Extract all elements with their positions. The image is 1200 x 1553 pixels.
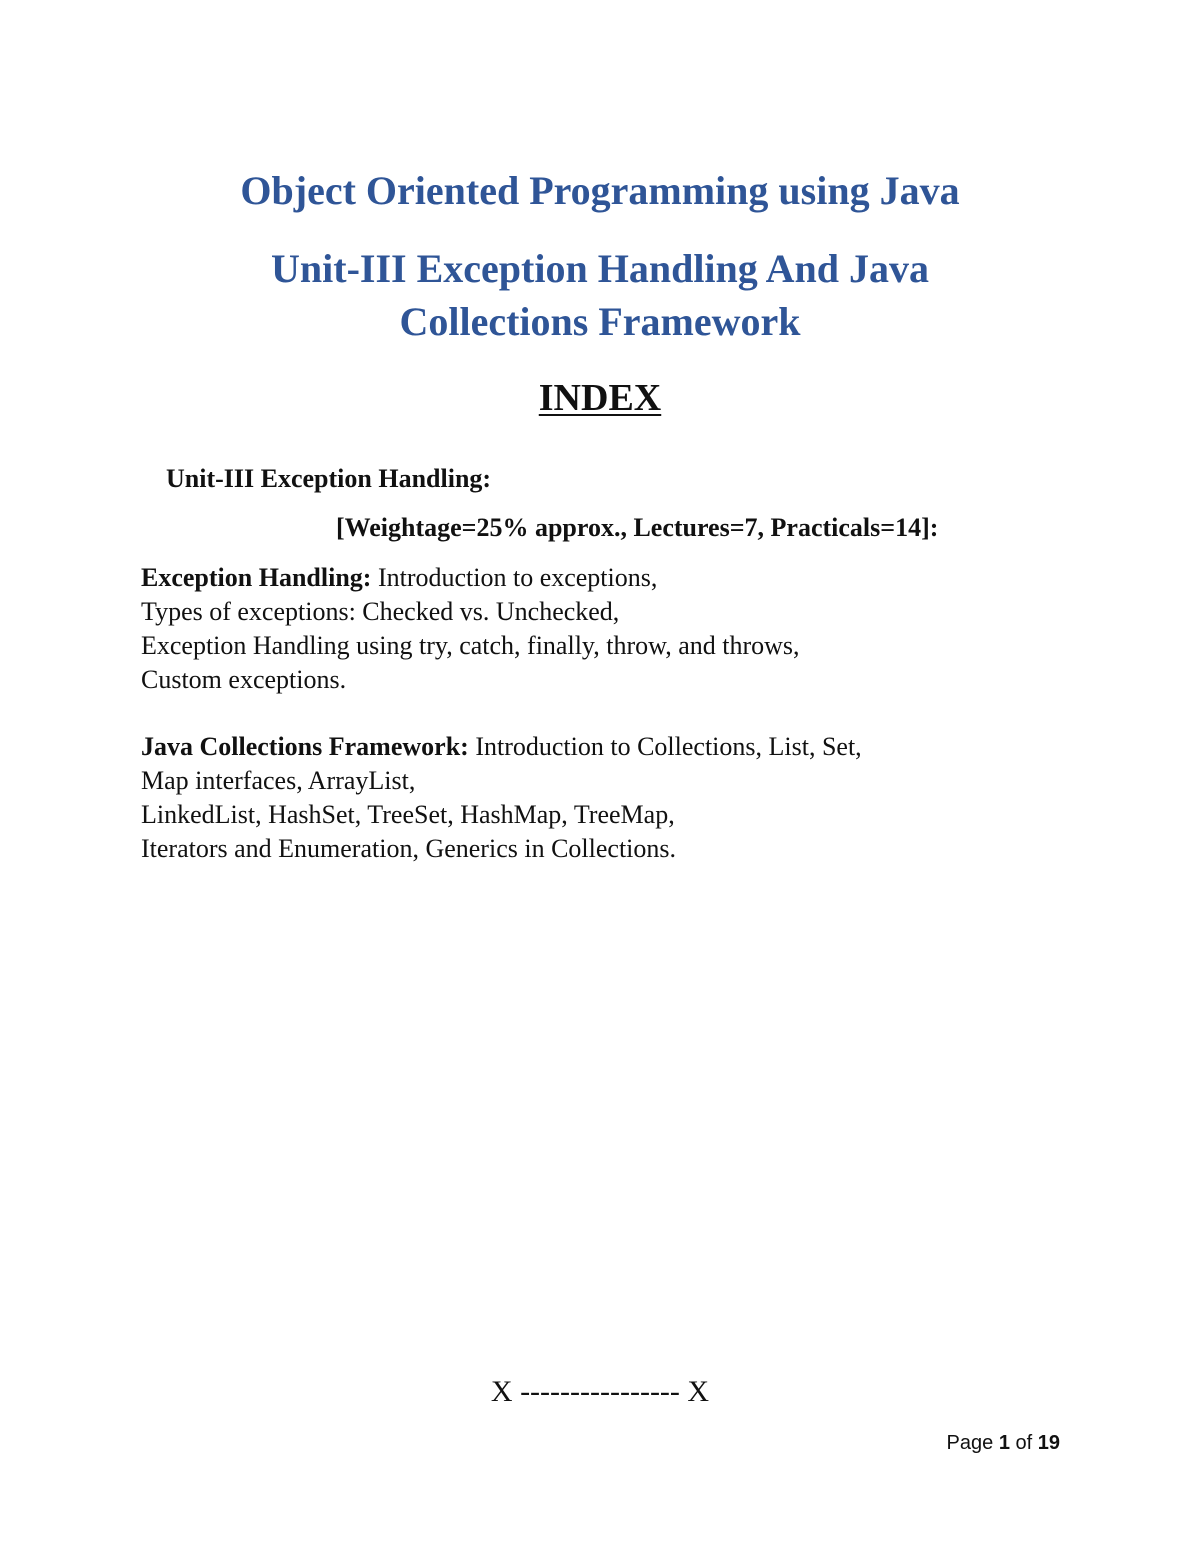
section-text: Introduction to Collections, List, Set, — [468, 732, 862, 761]
document-title: Object Oriented Programming using Java — [240, 168, 960, 213]
collections-framework-section — [141, 730, 862, 866]
unit-title-line-1: Unit-III Exception Handling And Java — [271, 246, 929, 291]
section-label: Java Collections Framework: — [141, 732, 469, 761]
total-pages-number: 19 — [1037, 1432, 1060, 1454]
section-label: Exception Handling: — [141, 563, 372, 592]
page-number-footer — [947, 1429, 1060, 1457]
section-line — [141, 730, 862, 764]
section-text: Introduction to exceptions, — [371, 563, 658, 592]
section-line — [141, 561, 800, 595]
unit-title-line-2: Collections Framework — [399, 299, 801, 344]
section-line: Custom exceptions. — [141, 665, 347, 694]
end-separator: X ---------------- X — [490, 1375, 710, 1408]
page-word: Page — [946, 1432, 994, 1454]
index-heading: INDEX — [538, 377, 662, 419]
section-line: Exception Handling using try, catch, finally, throw, and throws, — [141, 631, 800, 660]
of-word: of — [1015, 1432, 1033, 1454]
weightage-line: [Weightage=25% approx., Lectures=7, Practicals=14]: — [336, 513, 939, 542]
exception-handling-section — [141, 561, 800, 697]
section-line: Map interfaces, ArrayList, — [141, 766, 416, 795]
unit-heading: Unit-III Exception Handling: — [166, 464, 492, 493]
current-page-number: 1 — [998, 1432, 1010, 1454]
section-line: LinkedList, HashSet, TreeSet, HashMap, TreeMap, — [141, 800, 675, 829]
section-line: Types of exceptions: Checked vs. Unchecked, — [141, 597, 620, 626]
section-line: Iterators and Enumeration, Generics in Collections. — [141, 834, 677, 863]
